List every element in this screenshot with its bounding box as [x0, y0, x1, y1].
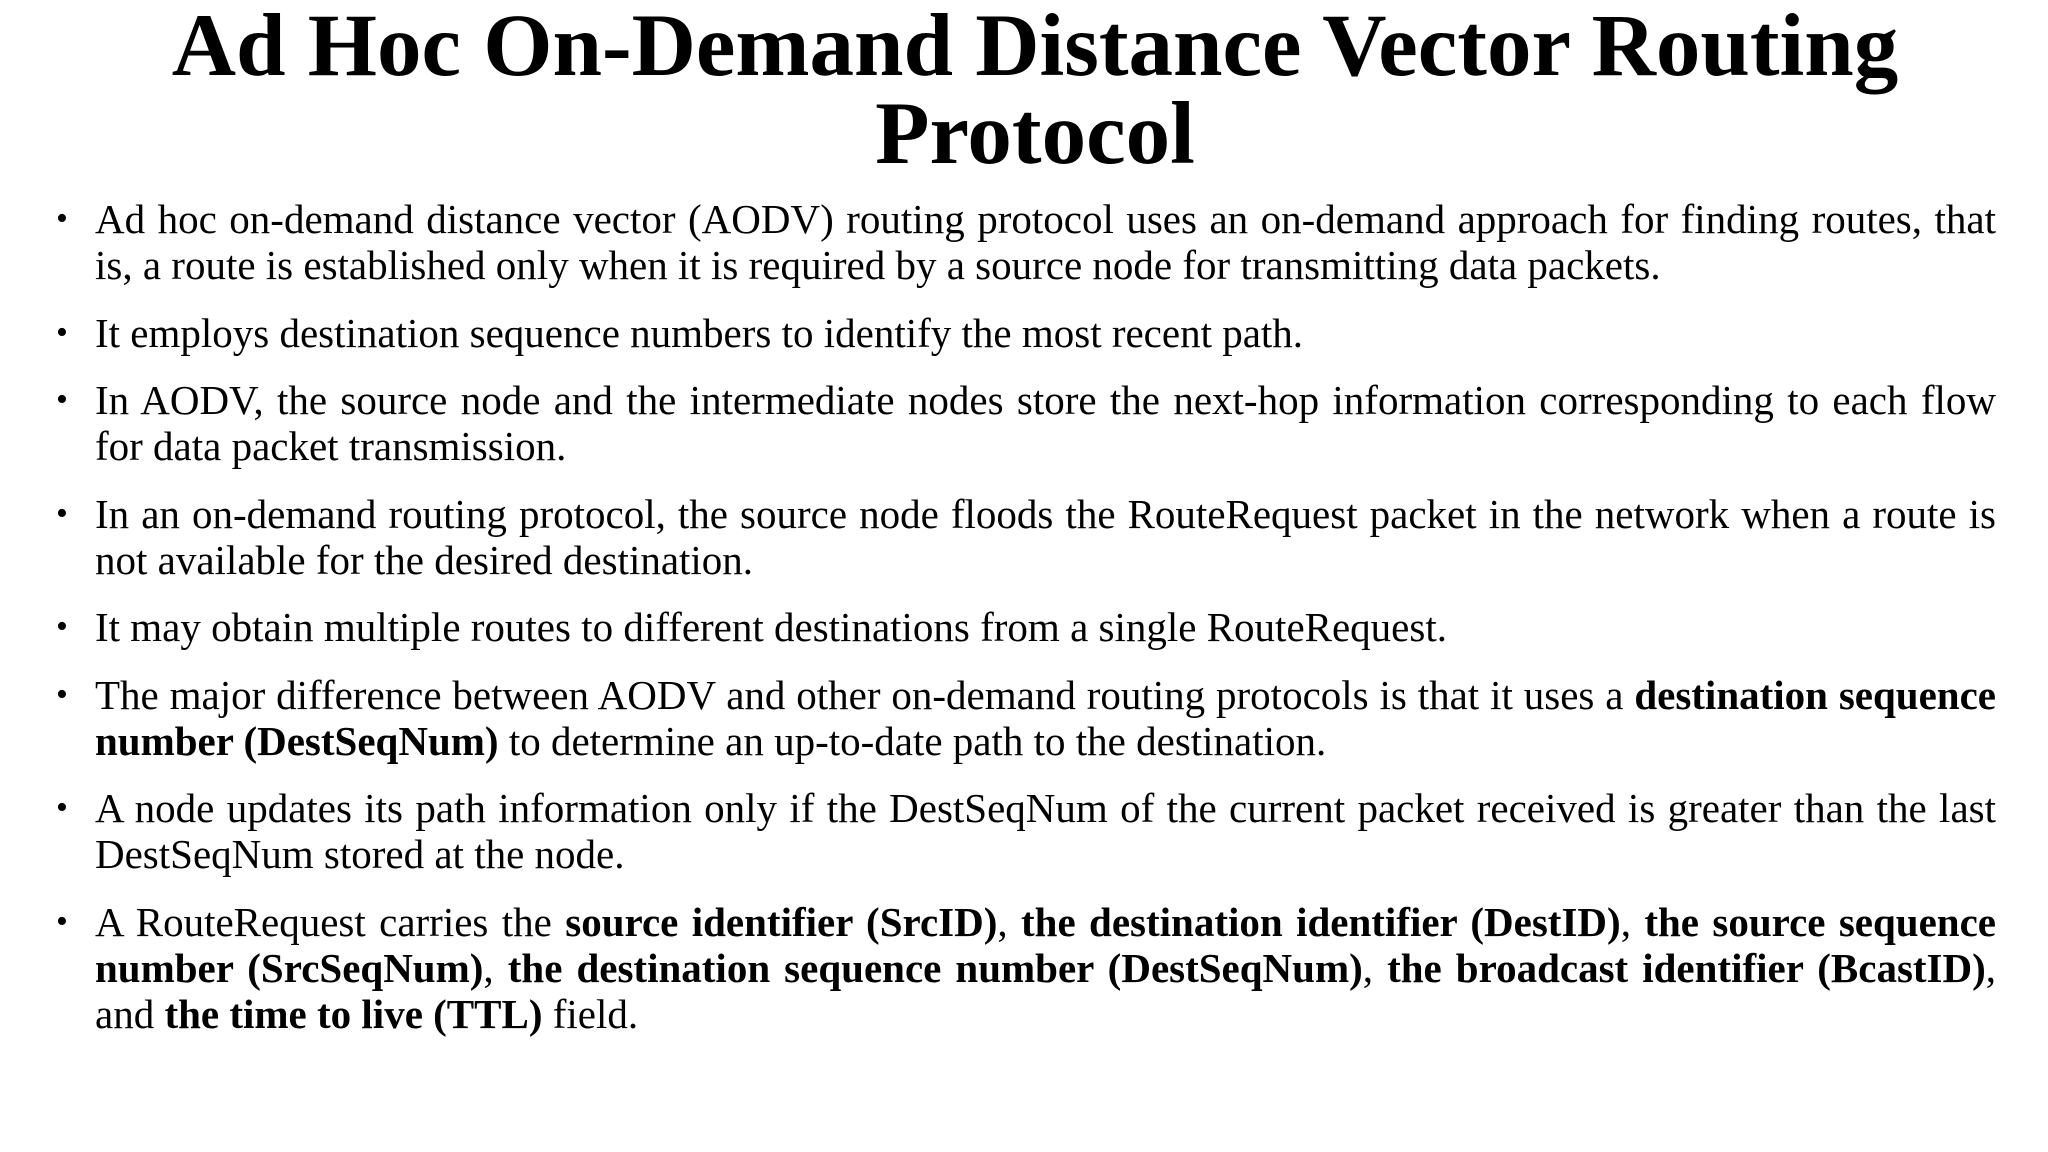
bullet-item	[56, 899, 1996, 1037]
bullet-text: , and	[95, 944, 1997, 1037]
bullet-icon: •	[56, 381, 68, 418]
bullet-bold-term: the source sequence number (SrcSeqNum)	[95, 898, 1997, 991]
bullet-text: ,	[997, 898, 1022, 945]
bullet-icon: •	[56, 200, 68, 237]
bullet-bold-term: the broadcast identifier (BcastID)	[1387, 944, 1986, 991]
bullet-text: ,	[1362, 944, 1388, 991]
bullet-item	[56, 604, 1996, 650]
bullet-icon: •	[56, 313, 68, 351]
bullet-text: It employs destination sequence numbers to identify the most recent path.	[95, 309, 1304, 356]
bullet-item	[56, 377, 1996, 469]
bullet-bold-term: destination sequence number (DestSeqNum)	[95, 671, 1996, 764]
bullet-text: It may obtain multiple routes to different destinations from a single RouteRequest.	[95, 604, 1447, 650]
bullet-text: to determine an up-to-date path to the destination.	[498, 717, 1327, 764]
bullet-text: In AODV, the source node and the intermediate nodes store the next-hop information corresponding to each flow for data packet transmission.	[95, 377, 1996, 469]
bullet-text: ,	[483, 944, 508, 991]
bullet-list	[56, 196, 1996, 1058]
bullet-icon: •	[56, 675, 68, 713]
bullet-text: A node updates its path information only if the DestSeqNum of the current packet received is greater than the last DestSeqNum stored at the node.	[95, 785, 1996, 877]
bullet-bold-term: the destination identifier (DestID)	[1021, 898, 1621, 945]
bullet-text: The major difference between AODV and other on-demand routing protocols is that it uses a	[95, 671, 1635, 718]
bullet-icon: •	[56, 789, 68, 826]
bullet-text: field.	[542, 990, 639, 1037]
bullet-item	[56, 196, 1996, 288]
slide-title: Ad Hoc On-Demand Distance Vector Routing Protocol	[171, 0, 1899, 183]
bullet-item	[56, 491, 1996, 583]
bullet-item	[56, 310, 1996, 356]
bullet-text: A RouteRequest carries the	[95, 898, 566, 945]
bullet-text: Ad hoc on-demand distance vector (AODV) routing protocol uses an on-demand approach for finding routes, that is, a route is established only when it is required by a source node for transmitting data packets.	[95, 196, 1996, 288]
bullet-item	[56, 672, 1996, 764]
bullet-icon: •	[56, 494, 68, 532]
bullet-bold-term: the destination sequence number (DestSeqNum)	[507, 944, 1363, 991]
bullet-text: ,	[1620, 898, 1645, 945]
bullet-text: In an on-demand routing protocol, the source node floods the RouteRequest packet in the network when a route is not available for the desired destination.	[95, 490, 1996, 583]
bullet-bold-term: the time to live (TTL)	[164, 990, 543, 1037]
bullet-bold-term: source identifier (SrcID)	[565, 898, 998, 945]
bullet-item	[56, 785, 1996, 877]
bullet-icon: •	[56, 608, 68, 645]
bullet-icon: •	[56, 902, 68, 940]
